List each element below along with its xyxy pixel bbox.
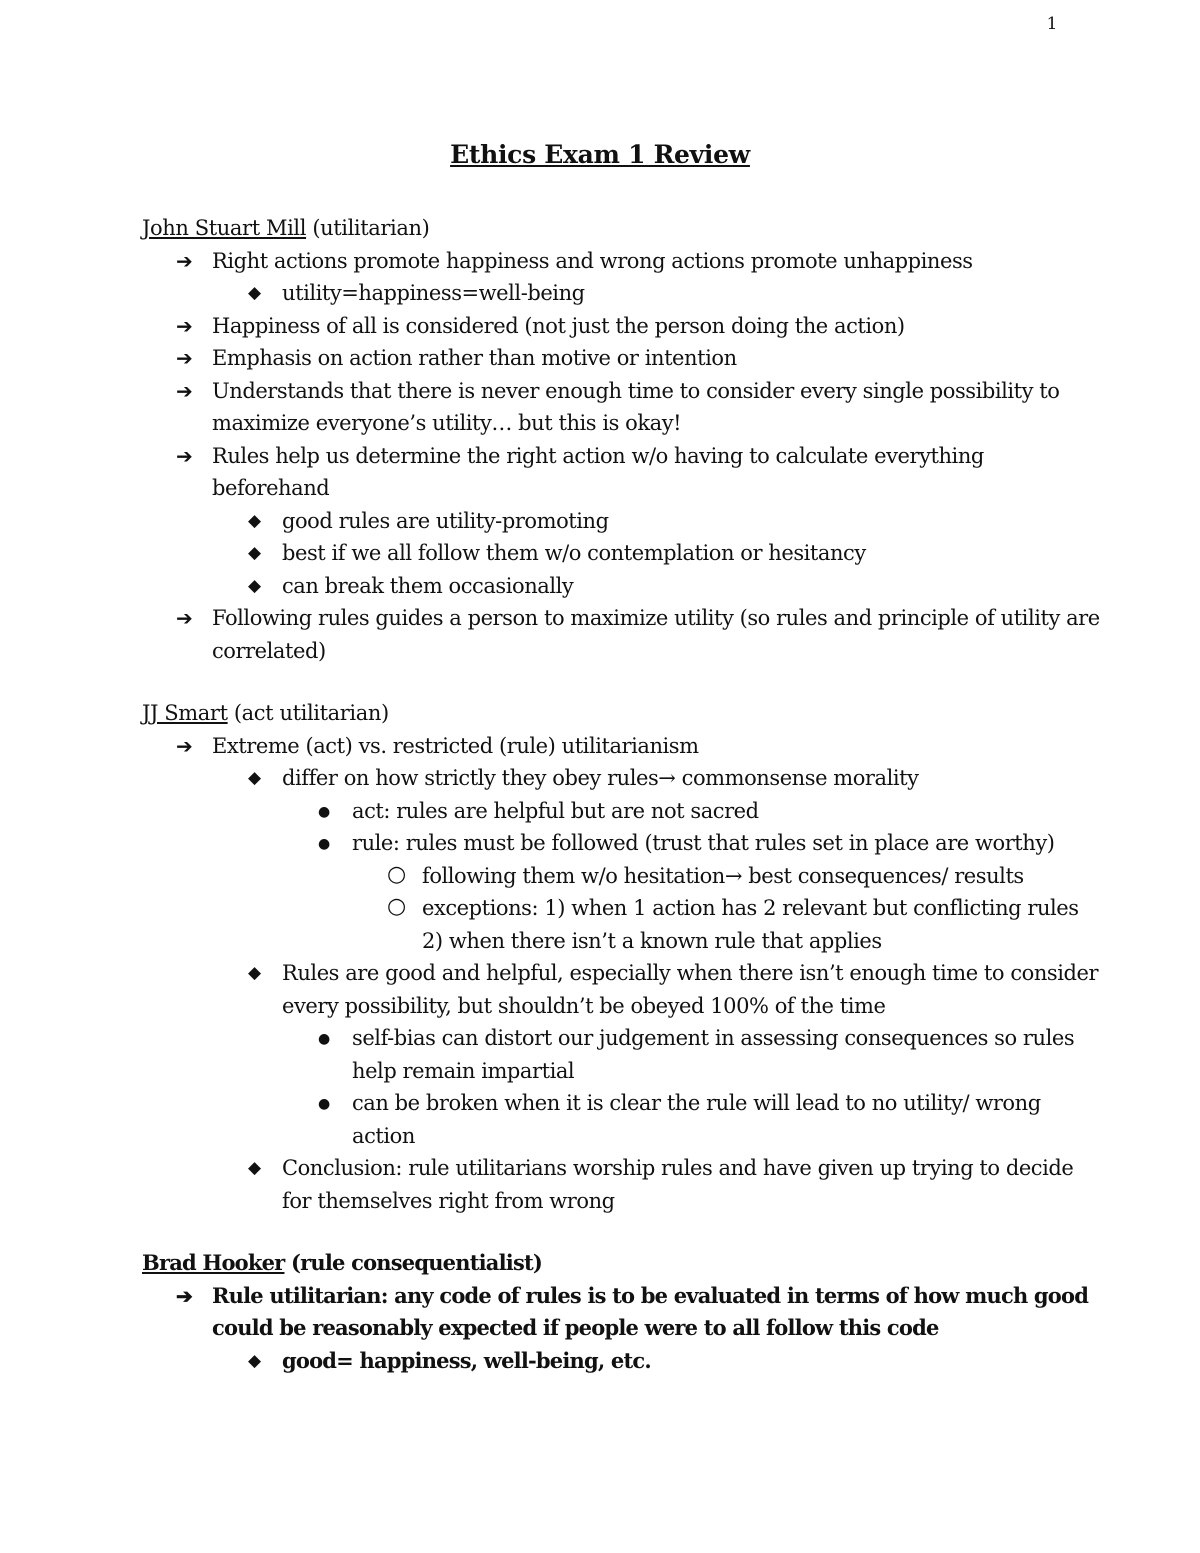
section-heading (142, 212, 1102, 245)
list-item: ➔ Understands that there is never enough time to consider every single possibility to maximize everyone’s utility… but this is okay! (142, 375, 1102, 440)
list-item: ➔ Right actions promote happiness and wrong actions promote unhappiness (142, 245, 1102, 278)
author-role: (utilitarian) (306, 216, 430, 240)
section-smart (142, 697, 1102, 1217)
list-item: ➔ Following rules guides a person to maximize utility (so rules and principle of utility are correlated) (142, 602, 1102, 667)
diamond-bullet-icon: ◆ (248, 963, 261, 983)
dot-bullet-icon: ● (318, 1096, 330, 1112)
list-item: ➔ Emphasis on action rather than motive or intention (142, 342, 1102, 375)
section-heading (142, 1247, 1102, 1280)
list-item: ➔ Rule utilitarian: any code of rules is to be evaluated in terms of how much good could be reasonably expected if people were to all follow this code (142, 1280, 1102, 1345)
list-item: ◆ good= happiness, well-being, etc. (142, 1345, 1102, 1378)
diamond-bullet-icon: ◆ (248, 768, 261, 788)
author-name: Brad Hooker (142, 1250, 285, 1275)
author-role: (act utilitarian) (227, 701, 389, 725)
list-item: ➔ Extreme (act) vs. restricted (rule) utilitarianism (142, 730, 1102, 763)
section-heading (142, 697, 1102, 730)
section-mill (142, 212, 1102, 667)
diamond-bullet-icon: ◆ (248, 283, 261, 303)
list-item: ○ following them w/o hesitation→ best consequences/ results (142, 860, 1102, 893)
arrow-bullet-icon: ➔ (176, 313, 193, 338)
list-item: ● self-bias can distort our judgement in assessing consequences so rules help remain impartial (142, 1022, 1102, 1087)
dot-bullet-icon: ● (318, 1031, 330, 1047)
list-item: ➔ Rules help us determine the right action w/o having to calculate everything beforehand (142, 440, 1102, 505)
diamond-bullet-icon: ◆ (248, 1158, 261, 1178)
arrow-bullet-icon: ➔ (176, 1283, 192, 1308)
circle-bullet-icon: ○ (387, 861, 406, 887)
list-item: ○ exceptions: 1) when 1 action has 2 relevant but conflicting rules 2) when there isn’t a known rule that applies (142, 892, 1102, 957)
page-number: 1 (1046, 14, 1058, 34)
circle-bullet-icon: ○ (387, 894, 406, 919)
list-item: ● act: rules are helpful but are not sacred (142, 795, 1102, 828)
list-item: ● rule: rules must be followed (trust that rules set in place are worthy) (142, 827, 1102, 860)
arrow-bullet-icon: ➔ (176, 378, 193, 403)
list-item: ➔ Happiness of all is considered (not just the person doing the action) (142, 310, 1102, 343)
list-item: ◆ Conclusion: rule utilitarians worship rules and have given up trying to decide for themselves right from wrong (142, 1152, 1102, 1217)
diamond-bullet-icon: ◆ (248, 510, 261, 531)
dot-bullet-icon: ● (318, 836, 330, 852)
arrow-bullet-icon: ➔ (176, 346, 193, 370)
list-item: ● can be broken when it is clear the rule will lead to no utility/ wrong action (142, 1087, 1102, 1152)
arrow-bullet-icon: ➔ (176, 248, 193, 273)
list-item: ◆ can break them occasionally (142, 570, 1102, 603)
dot-bullet-icon: ● (318, 803, 330, 820)
author-role: (rule consequentialist) (284, 1250, 543, 1275)
list-item: ◆ differ on how strictly they obey rules→ commonsense morality (142, 762, 1102, 795)
author-name: JJ Smart (142, 701, 228, 725)
arrow-bullet-icon: ➔ (176, 606, 193, 630)
arrow-bullet-icon: ➔ (176, 443, 193, 468)
list-item: ◆ utility=happiness=well-being (142, 277, 1102, 310)
diamond-bullet-icon: ◆ (248, 543, 261, 563)
list-item: ◆ Rules are good and helpful, especially when there isn’t enough time to consider every possibility, but shouldn’t be obeyed 100% of the time (142, 957, 1102, 1022)
document-title: Ethics Exam 1 Review (450, 140, 750, 169)
list-item: ◆ good rules are utility-promoting (142, 505, 1102, 538)
section-hooker (142, 1247, 1102, 1377)
arrow-bullet-icon: ➔ (176, 733, 193, 758)
diamond-bullet-icon: ◆ (248, 1350, 261, 1371)
author-name: John Stuart Mill (142, 216, 307, 240)
list-item: ◆ best if we all follow them w/o contemplation or hesitancy (142, 537, 1102, 570)
diamond-bullet-icon: ◆ (248, 575, 261, 596)
